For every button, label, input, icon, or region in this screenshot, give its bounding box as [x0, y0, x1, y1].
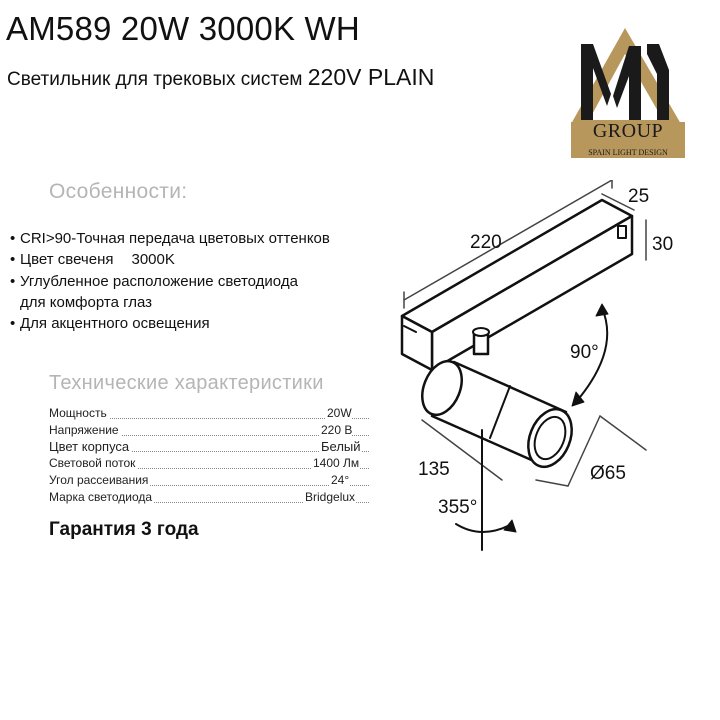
feature-text: Цвет свеченя	[20, 251, 114, 268]
brand-logo	[567, 24, 689, 158]
feature-item	[20, 294, 152, 311]
spec-row	[49, 439, 369, 456]
feature-text: Углубленное расположение светодиода	[20, 273, 298, 290]
spec-row	[49, 406, 369, 423]
spec-row	[49, 456, 369, 473]
spec-label: Напряжение	[49, 423, 119, 437]
spec-value: 220 В	[321, 423, 353, 437]
spec-label: Угол рассеивания	[49, 473, 149, 487]
spec-row	[49, 490, 369, 507]
feature-item	[10, 315, 210, 332]
spec-value: Белый	[321, 439, 361, 454]
product-subtitle	[7, 64, 434, 91]
dimension-track-length: 220	[470, 232, 502, 253]
feature-text: CRI>90-Точная передача цветовых оттенков	[20, 230, 330, 247]
bullet-icon: •	[10, 251, 16, 268]
dimension-track-width: 25	[628, 186, 650, 207]
spec-label: Мощность	[49, 406, 107, 420]
spec-value: Bridgelux	[305, 490, 356, 504]
dimension-track-height: 30	[652, 234, 674, 255]
subtitle-prefix: Светильник для трековых систем	[7, 69, 303, 90]
logo-tagline: SPAIN LIGHT DESIGN	[588, 148, 668, 157]
dimension-tilt-angle: 90°	[570, 342, 599, 363]
spec-label: Световой поток	[49, 456, 136, 470]
product-title: AM589 20W 3000K WH	[6, 10, 360, 47]
spec-value: 1400 Лм	[313, 456, 360, 470]
specs-heading: Технические характеристики	[49, 372, 324, 394]
bullet-icon: •	[10, 230, 16, 247]
features-heading: Особенности:	[49, 180, 188, 203]
spec-label: Марка светодиода	[49, 490, 153, 504]
dimension-rotation-angle: 355°	[438, 497, 478, 518]
spec-label: Цвет корпуса	[49, 439, 130, 454]
feature-text: Для акцентного освещения	[20, 315, 210, 332]
spec-value: 20W	[327, 406, 352, 420]
subtitle-suffix: 220V PLAIN	[307, 64, 435, 90]
warranty-text: Гарантия 3 года	[49, 519, 199, 540]
logo-text: GROUP	[592, 120, 664, 142]
dimension-body-length: 135	[418, 459, 450, 480]
feature-item	[10, 230, 330, 247]
spec-row	[49, 423, 369, 440]
spec-row	[49, 473, 369, 490]
dimension-diameter: Ø65	[590, 463, 626, 484]
feature-item	[10, 273, 298, 290]
feature-extra: 3000K	[131, 251, 175, 268]
spec-value: 24°	[331, 473, 350, 487]
feature-item	[10, 251, 175, 268]
bullet-icon: •	[10, 315, 16, 332]
bullet-icon: •	[10, 273, 16, 290]
feature-text: для комфорта глаз	[20, 294, 153, 311]
